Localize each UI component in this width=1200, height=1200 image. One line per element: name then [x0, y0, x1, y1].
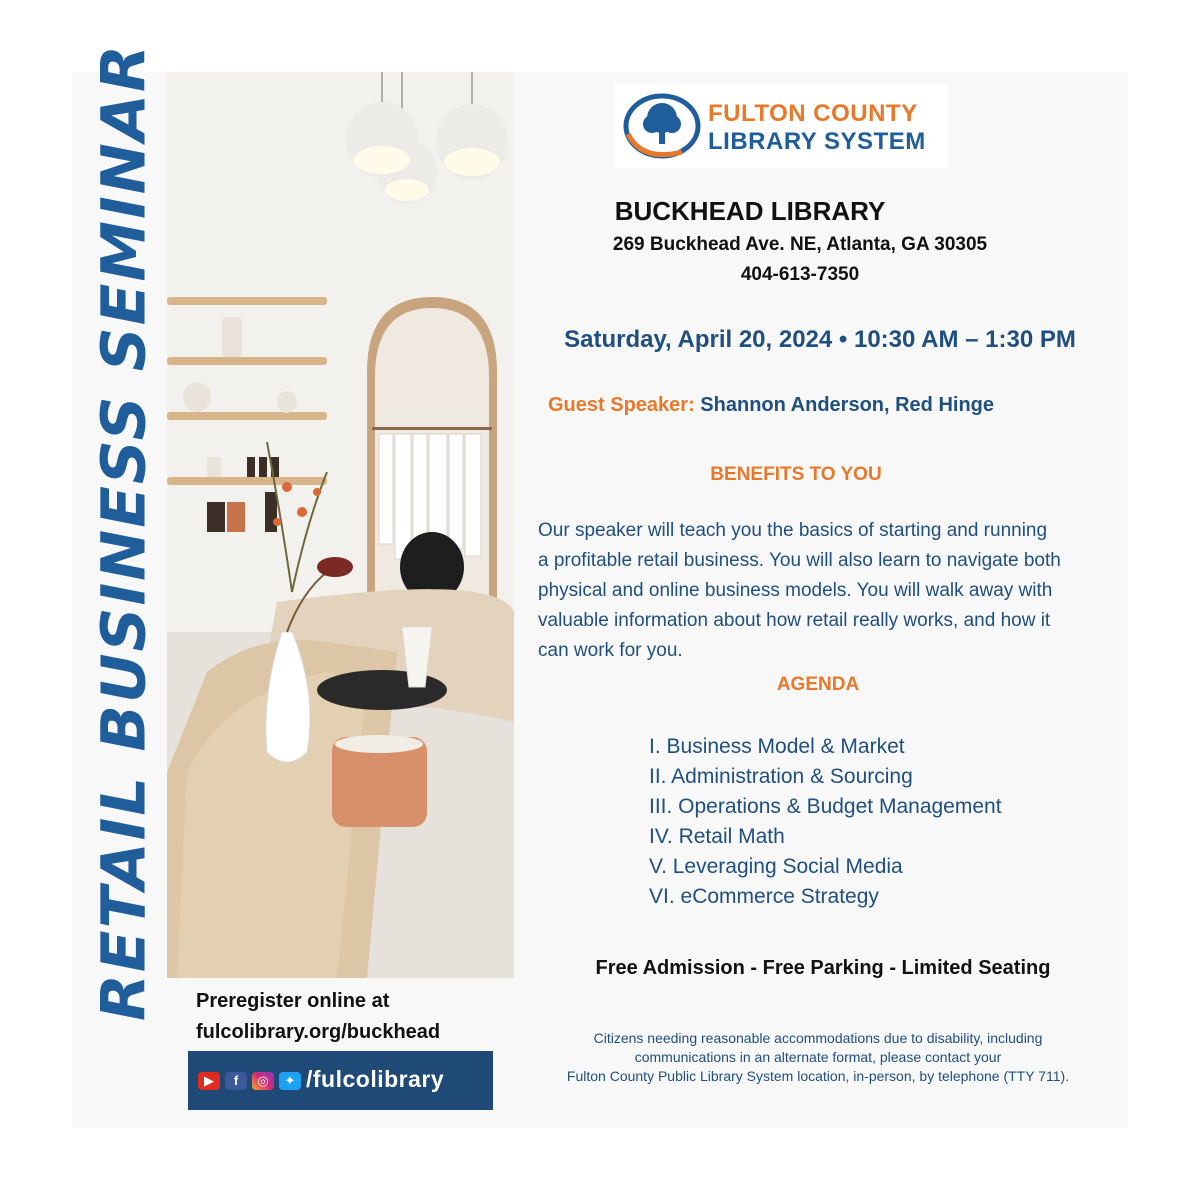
- guest-speaker-label: Guest Speaker:: [548, 394, 695, 416]
- agenda-list: [649, 732, 1002, 912]
- fulton-county-library-logo: [614, 84, 948, 168]
- disclaimer-line: Fulton County Public Library System location, in-person, by telephone (TTY 711).: [566, 1068, 1070, 1084]
- disclaimer-line: communications in an alternate format, please contact your: [634, 1049, 1002, 1065]
- agenda-item: V. Leveraging Social Media: [649, 855, 903, 878]
- agenda-item: III. Operations & Budget Management: [649, 795, 1002, 818]
- benefits-line: can work for you.: [538, 640, 683, 661]
- seminar-title: RETAIL BUSINESS SEMINAR: [88, 42, 160, 1022]
- tree-logo-icon: [622, 92, 702, 160]
- library-name: BUCKHEAD LIBRARY: [614, 196, 886, 226]
- benefits-line: Our speaker will teach you the basics of starting and running: [538, 520, 1048, 541]
- preregister-info: [196, 986, 440, 1048]
- logo-line-1: FULTON COUNTY: [708, 100, 918, 127]
- library-phone: 404-613-7350: [740, 264, 860, 285]
- guest-speaker-name: Shannon Anderson, Red Hinge: [700, 394, 995, 416]
- agenda-item: I. Business Model & Market: [649, 735, 905, 758]
- social-media-banner: [188, 1051, 493, 1110]
- instagram-icon[interactable]: ◎: [252, 1072, 274, 1090]
- agenda-item: VI. eCommerce Strategy: [649, 885, 879, 908]
- agenda-item: II. Administration & Sourcing: [649, 765, 913, 788]
- library-address: 269 Buckhead Ave. NE, Atlanta, GA 30305: [612, 234, 988, 255]
- agenda-heading: AGENDA: [776, 674, 860, 695]
- preregister-url[interactable]: fulcolibrary.org/buckhead: [196, 1021, 441, 1043]
- guest-speaker: [548, 394, 994, 417]
- event-date-time: Saturday, April 20, 2024 • 10:30 AM – 1:30 PM: [564, 326, 1076, 353]
- benefits-line: physical and online business models. You will walk away with: [538, 580, 1053, 601]
- agenda-item: IV. Retail Math: [649, 825, 785, 848]
- benefits-line: valuable information about how retail really works, and how it: [538, 610, 1051, 631]
- logo-line-2: LIBRARY SYSTEM: [708, 128, 926, 155]
- benefits-line: a profitable retail business. You will also learn to navigate both: [538, 550, 1061, 571]
- benefits-text: [538, 516, 1098, 666]
- preregister-line: Preregister online at: [196, 990, 390, 1012]
- facebook-icon[interactable]: f: [225, 1072, 247, 1090]
- disclaimer-line: Citizens needing reasonable accommodations due to disability, including: [593, 1030, 1043, 1046]
- benefits-heading: BENEFITS TO YOU: [710, 464, 882, 485]
- admission-info: Free Admission - Free Parking - Limited Seating: [595, 957, 1051, 979]
- accessibility-disclaimer: [538, 1029, 1098, 1086]
- twitter-icon[interactable]: ✦: [279, 1072, 301, 1090]
- retail-store-photo: [167, 72, 514, 978]
- youtube-icon[interactable]: ▶: [198, 1072, 220, 1090]
- social-handle[interactable]: /fulcolibrary: [306, 1066, 445, 1092]
